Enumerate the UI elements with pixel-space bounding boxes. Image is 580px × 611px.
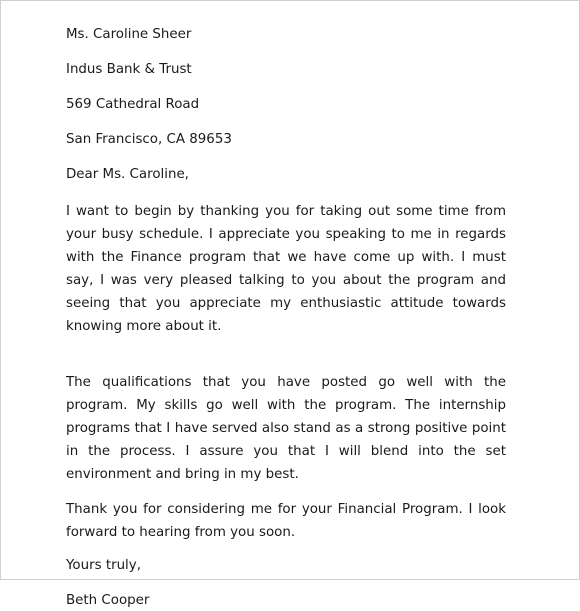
- paragraph-1: I want to begin by thanking you for taking out some time from your busy schedule. I appreciate you speaking to me in regards with the Finance program that we have come up with. I must say, I was very pleased talking to you about the program and seeing that you appreciate my enthusiastic attitude towards knowing more about it.: [66, 204, 506, 334]
- recipient-company: Indus Bank & Trust: [66, 62, 192, 77]
- paragraph-3: Thank you for considering me for your Financial Program. I look forward to hearing from you soon.: [66, 502, 506, 540]
- recipient-street: 569 Cathedral Road: [66, 97, 200, 112]
- recipient-city-state-zip: San Francisco, CA 89653: [66, 132, 232, 147]
- salutation: Dear Ms. Caroline,: [66, 167, 189, 182]
- closing: Yours truly,: [66, 558, 141, 573]
- letter-body: [66, 25, 506, 611]
- signature-name: Beth Cooper: [66, 593, 150, 608]
- paragraph-2: The qualifications that you have posted go well with the program. My skills go well with the program. The internship programs that I have served also stand as a strong positive point in the process. I assure you that I will blend into the set environment and bring in my best.: [66, 375, 506, 482]
- recipient-name: Ms. Caroline Sheer: [66, 27, 192, 42]
